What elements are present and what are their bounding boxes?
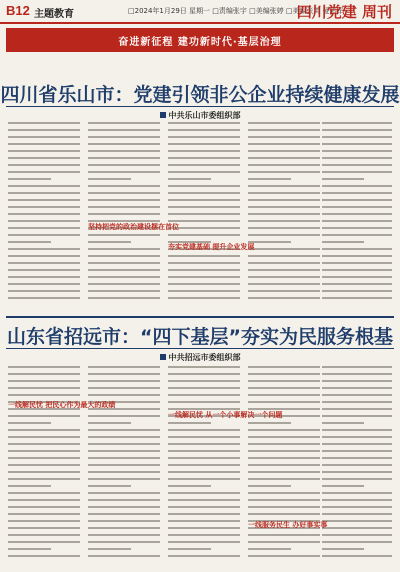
bullet-square-icon	[160, 354, 166, 360]
article-2-subhead-1: 一线解民忧 把民心作为最大的政绩	[8, 401, 116, 409]
text-column-placeholder	[248, 366, 320, 562]
text-column-placeholder	[322, 366, 392, 562]
page-header	[0, 0, 400, 24]
text-column-placeholder	[88, 122, 160, 304]
theme-banner	[6, 28, 394, 52]
text-column-placeholder	[248, 122, 320, 304]
text-column-placeholder	[88, 366, 160, 562]
banner-text: 奋进新征程 建功新时代·基层治理	[118, 37, 282, 48]
text-column-placeholder	[168, 366, 240, 562]
text-column-placeholder	[8, 122, 80, 304]
divider	[6, 348, 394, 349]
masthead: 四川党建 周刊	[296, 3, 392, 21]
bullet-square-icon	[160, 112, 166, 118]
article-2-headline: 山东省招远市：“四下基层”夯实为民服务根基	[7, 326, 393, 348]
text-column-placeholder	[8, 366, 80, 562]
article-1-byline	[100, 110, 300, 121]
article-2-subhead-2: 一线解民忧 从一个小事解决一个问题	[168, 411, 283, 419]
page-number: B12	[6, 3, 30, 18]
text-column-placeholder	[322, 122, 392, 304]
date-line: □2024年1月29日 星期一 □责编张宇 □美编张婷 □美编张英 爱彩军	[128, 7, 344, 15]
article-2-byline-text: 中共招远市委组织部	[168, 353, 241, 362]
section-name: 主题教育	[34, 9, 74, 20]
article-1-subhead-1: 坚持把党的政治建设摆在首位	[88, 223, 179, 231]
article-2-subhead-3: 一线服务民生 办好事实事	[248, 521, 328, 529]
article-2-byline	[100, 352, 300, 363]
divider	[6, 316, 394, 318]
article-1-headline: 四川省乐山市：党建引领非公企业持续健康发展	[0, 84, 400, 106]
article-1-byline-text: 中共乐山市委组织部	[168, 111, 241, 120]
divider	[6, 106, 394, 107]
text-column-placeholder	[168, 122, 240, 304]
article-1-subhead-2: 夯实党建基础 提升企业发展	[168, 243, 255, 251]
